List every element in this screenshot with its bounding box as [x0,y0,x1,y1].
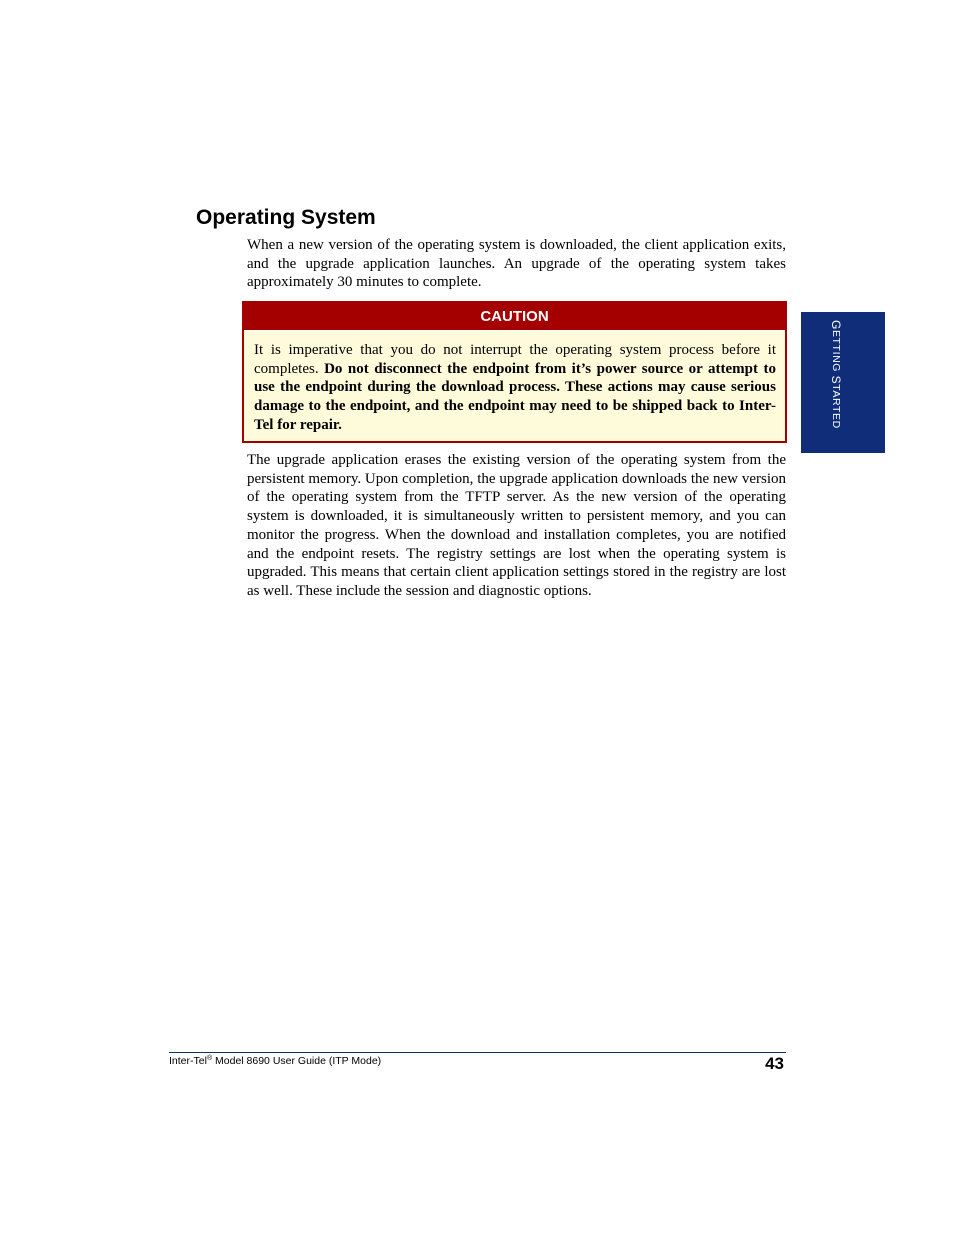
caution-text [244,331,785,435]
chapter-tab-rest-1: ETTING [830,329,842,376]
section-heading: Operating System [196,206,376,229]
footer-guide-title [169,1054,381,1068]
chapter-tab [801,312,885,453]
footer-title: Model 8690 User Guide (ITP Mode) [212,1055,382,1067]
registered-mark: ® [206,1055,213,1062]
footer-brand: Inter-Tel [169,1055,207,1067]
page-number: 43 [765,1054,784,1073]
caution-text-bold: Do not disconnect the endpoint from it’s power source or attempt to use the endpoint during the download process. These actions may cause serious damage to the endpoint, and the endpoint may need to be shipped back to Inter-Tel for repair. [254,360,776,433]
caution-label: CAUTION [244,303,785,331]
caution-text-plain: It is imperative that you do not interrupt the operating system process before it completes. [254,342,776,377]
footer-rule [169,1052,786,1053]
intro-paragraph: When a new version of the operating system is downloaded, the client application exits, and the upgrade application launches. An upgrade of the operating system takes approximately 30 minutes to complete. [247,237,786,291]
body-paragraph: The upgrade application erases the existing version of the operating system from the persistent memory. Upon completion, the upgrade application downloads the new version of the operating system from the TFTP server. As the new version of the operating system is downloaded, it is simultaneously written to persistent memory, and you can monitor the progress. When the download and installation completes, you are notified and the endpoint resets. The registry settings are lost when the operating system is upgraded. This means that certain client application settings stored in the registry are lost as well. These include the session and diagnostic options. [247,452,786,599]
chapter-tab-initial-1: G [829,320,843,330]
chapter-tab-initial-2: S [829,375,843,385]
caution-box [242,301,787,443]
chapter-tab-label [829,320,843,429]
chapter-tab-rest-2: TARTED [830,384,842,429]
